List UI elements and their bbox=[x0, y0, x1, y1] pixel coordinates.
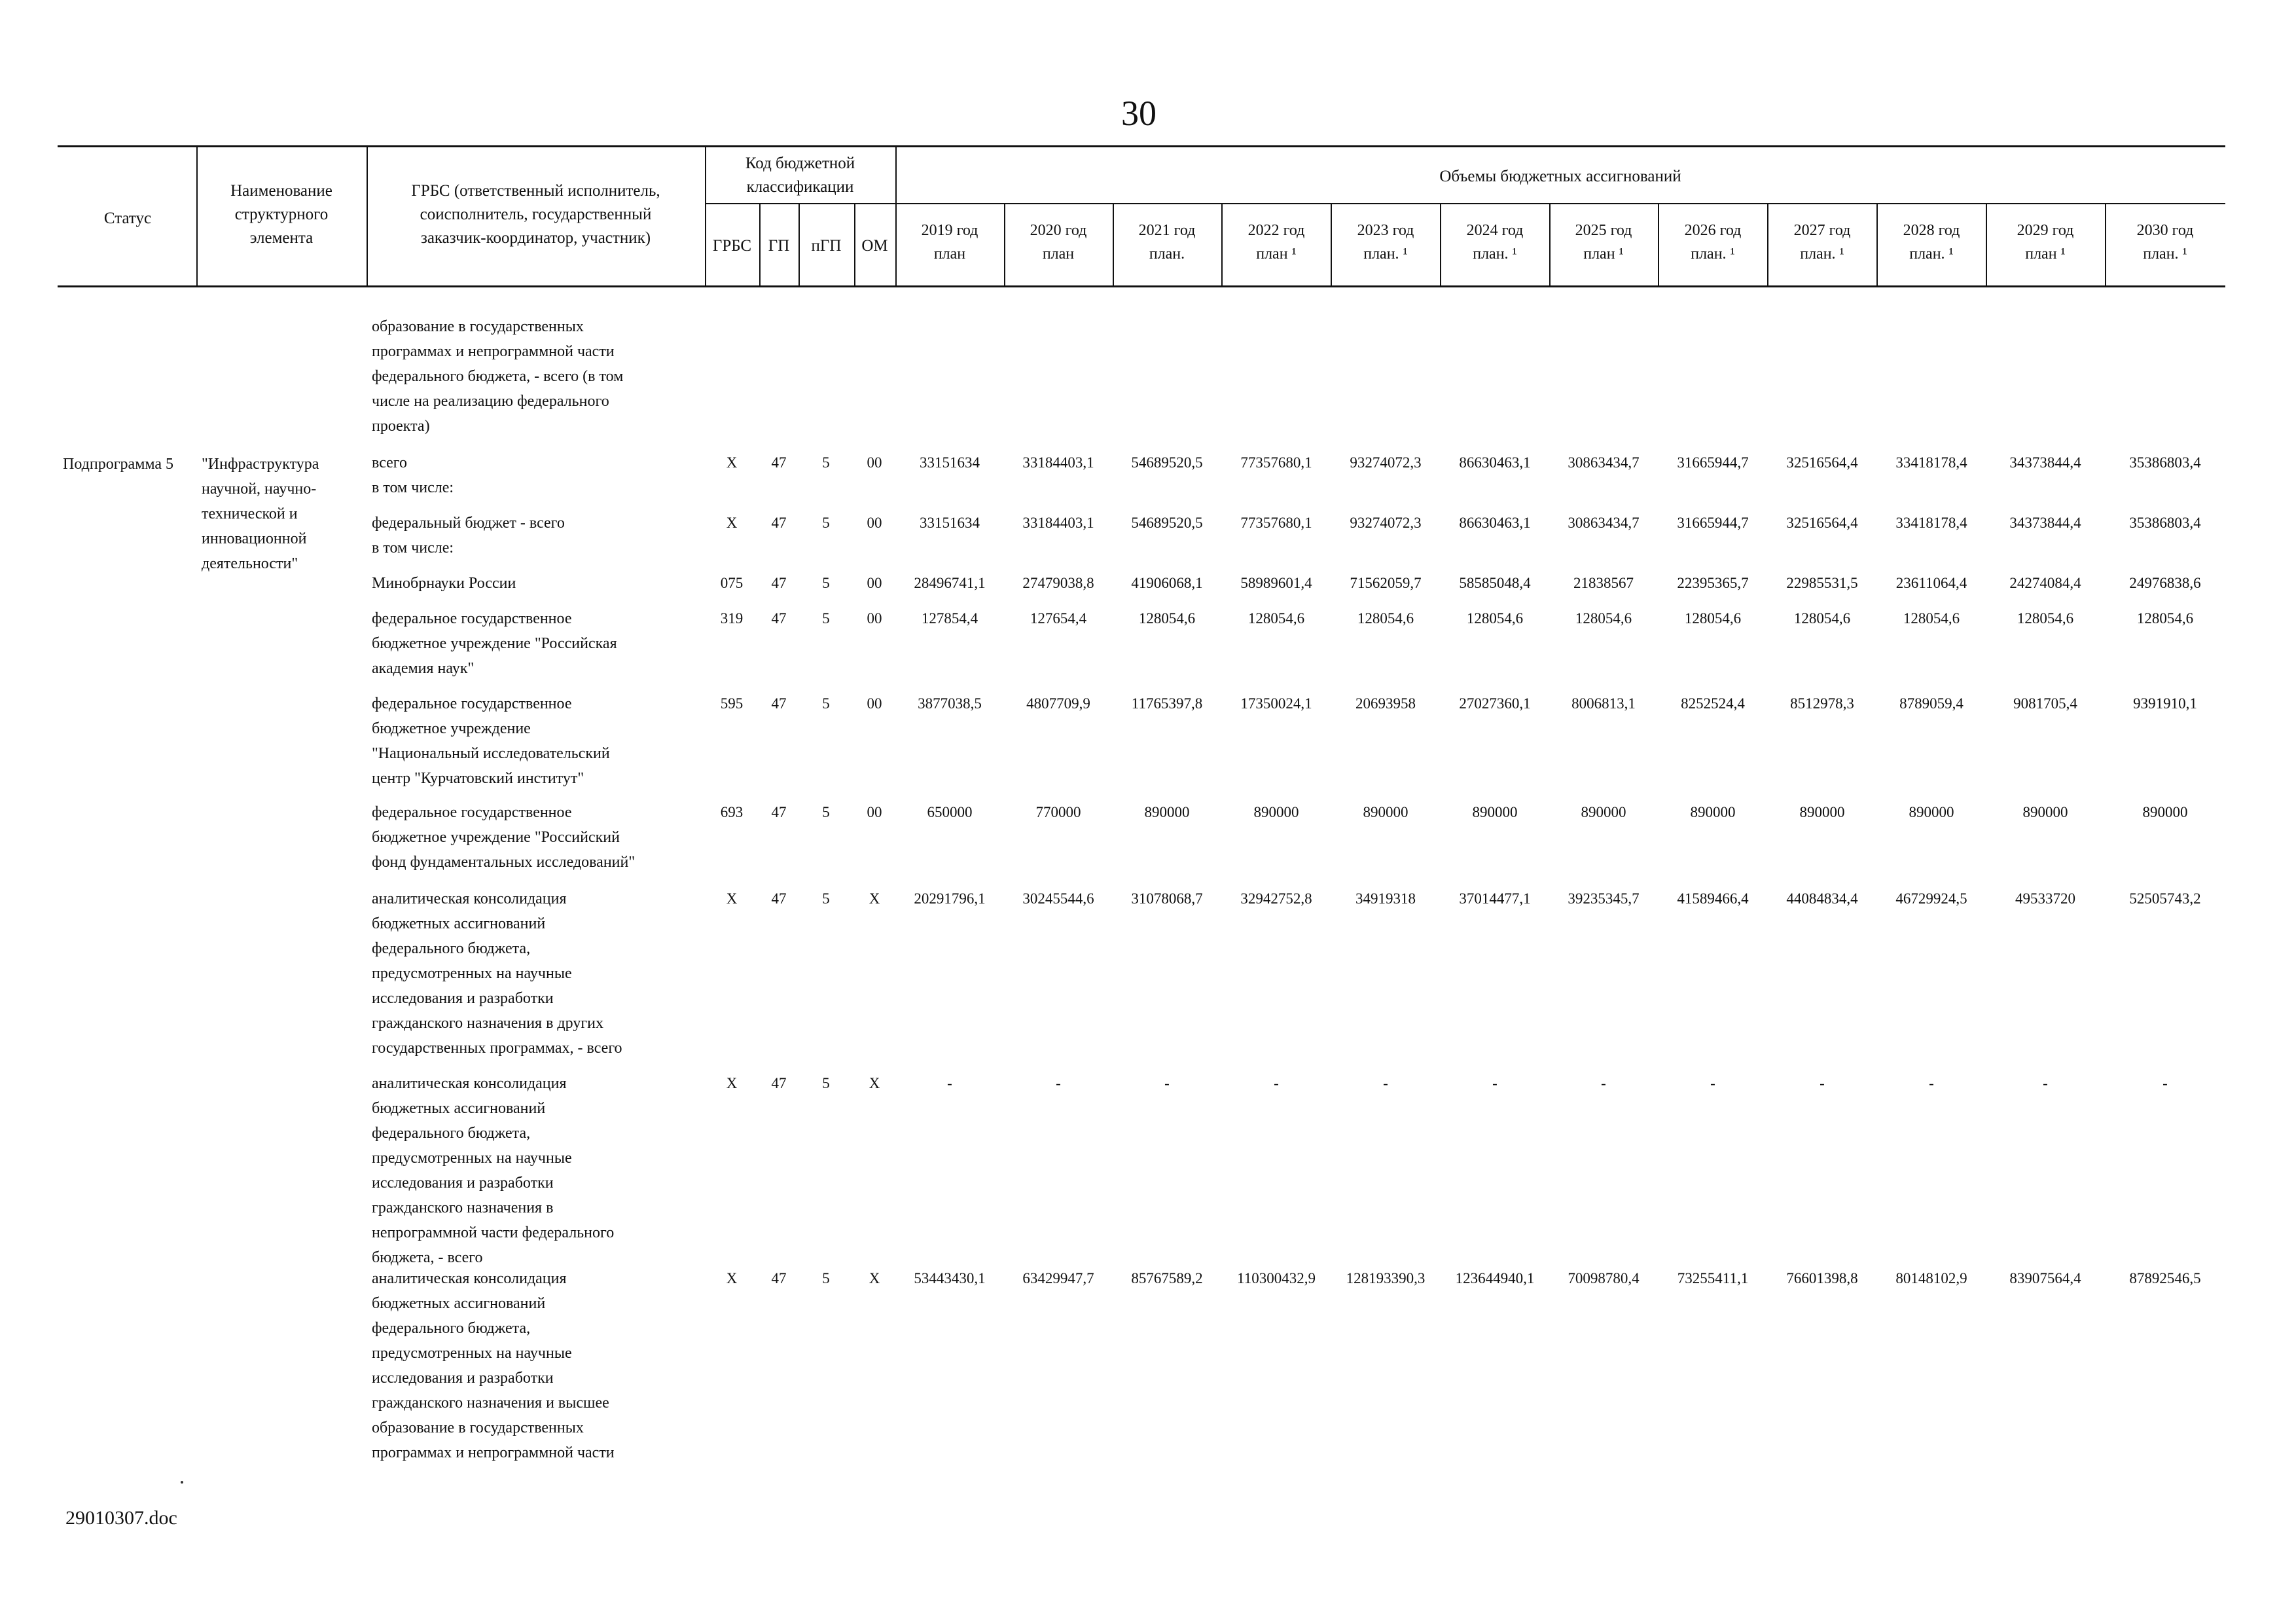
row-code-1: 47 bbox=[771, 1270, 787, 1286]
row-value-8: 8512978,3 bbox=[1790, 695, 1854, 712]
row-value-7: 8252524,4 bbox=[1681, 695, 1745, 712]
row-value-6: 890000 bbox=[1581, 804, 1626, 820]
row-code-2: 5 bbox=[822, 1075, 830, 1091]
row-value-2: 54689520,5 bbox=[1131, 515, 1203, 531]
name-cell: "Инфраструктура научной, научно- технической и инновационной деятельности" bbox=[202, 456, 319, 572]
row-value-8: 76601398,8 bbox=[1786, 1270, 1858, 1286]
row-value-2: 41906068,1 bbox=[1131, 575, 1203, 591]
row-value-4: 93274072,3 bbox=[1350, 515, 1422, 531]
row-code-3: 00 bbox=[867, 515, 882, 531]
row-code-2: 5 bbox=[822, 575, 830, 591]
row-value-5: 86630463,1 bbox=[1459, 454, 1531, 471]
header-name: Наименование структурного элемента bbox=[230, 182, 332, 247]
row-value-3: 32942752,8 bbox=[1240, 890, 1312, 907]
document-filename: 29010307.doc bbox=[65, 1507, 177, 1529]
row-code-0: 595 bbox=[720, 695, 744, 712]
header-code-pgp: пГП bbox=[811, 237, 842, 255]
row-value-6: 30863434,7 bbox=[1568, 454, 1640, 471]
row-value-4: 890000 bbox=[1363, 804, 1408, 820]
row-value-9: 80148102,9 bbox=[1895, 1270, 1967, 1286]
row-value-1: 30245544,6 bbox=[1022, 890, 1094, 907]
row-value-8: 128054,6 bbox=[1793, 610, 1851, 627]
row-label: федеральный бюджет - всего в том числе: bbox=[372, 515, 565, 556]
row-value-9: 23611064,4 bbox=[1895, 575, 1967, 591]
header-year-0: 2019 год план bbox=[921, 222, 978, 263]
row-value-0: 20291796,1 bbox=[914, 890, 986, 907]
row-value-9: - bbox=[1929, 1075, 1934, 1091]
row-value-7: 73255411,1 bbox=[1677, 1270, 1749, 1286]
row-value-6: 70098780,4 bbox=[1568, 1270, 1640, 1286]
row-code-0: X bbox=[726, 890, 738, 907]
row-code-0: X bbox=[726, 454, 738, 471]
row-value-7: - bbox=[1710, 1075, 1715, 1091]
row-label: всего в том числе: bbox=[372, 454, 454, 496]
row-value-2: 128054,6 bbox=[1138, 610, 1196, 627]
row-code-1: 47 bbox=[771, 575, 787, 591]
header-top-rule bbox=[58, 145, 2225, 147]
header-code-om: ОМ bbox=[861, 237, 888, 255]
row-value-4: 71562059,7 bbox=[1350, 575, 1422, 591]
row-value-3: 110300432,9 bbox=[1237, 1270, 1316, 1286]
row-code-1: 47 bbox=[771, 454, 787, 471]
row-value-3: 58989601,4 bbox=[1240, 575, 1312, 591]
header-year-6: 2025 год план ¹ bbox=[1575, 222, 1632, 263]
header-volume-group: Объемы бюджетных ассигнований bbox=[1439, 168, 1681, 185]
row-value-4: - bbox=[1383, 1075, 1388, 1091]
row-value-2: 11765397,8 bbox=[1131, 695, 1203, 712]
row-value-8: 22985531,5 bbox=[1786, 575, 1858, 591]
row-code-1: 47 bbox=[771, 695, 787, 712]
row-value-0: 33151634 bbox=[920, 515, 980, 531]
row-code-3: 00 bbox=[867, 804, 882, 820]
row-label: аналитическая консолидация бюджетных ассигнований федерального бюджета, предусмотренных на научные исследования и разработки гражданского назначения в непрограммной части федерального бюджета, - всего bbox=[372, 1075, 615, 1266]
row-value-8: 32516564,4 bbox=[1786, 454, 1858, 471]
row-value-8: 44084834,4 bbox=[1786, 890, 1858, 907]
row-value-7: 22395365,7 bbox=[1677, 575, 1749, 591]
row-value-4: 20693958 bbox=[1355, 695, 1416, 712]
row-label: федеральное государственное бюджетное учреждение "Российский фонд фундаментальных исследований" bbox=[372, 804, 636, 871]
row-value-10: 49533720 bbox=[2015, 890, 2075, 907]
row-value-3: - bbox=[1274, 1075, 1279, 1091]
row-value-8: 32516564,4 bbox=[1786, 515, 1858, 531]
row-value-1: 33184403,1 bbox=[1022, 515, 1094, 531]
row-value-1: 127654,4 bbox=[1030, 610, 1087, 627]
row-value-7: 31665944,7 bbox=[1677, 454, 1749, 471]
row-code-0: 075 bbox=[720, 575, 744, 591]
row-value-5: 86630463,1 bbox=[1459, 515, 1531, 531]
row-code-0: 319 bbox=[720, 610, 744, 627]
header-year-10: 2029 год план ¹ bbox=[2017, 222, 2074, 263]
header-year-7: 2026 год план. ¹ bbox=[1684, 222, 1742, 263]
row-value-5: 58585048,4 bbox=[1459, 575, 1531, 591]
row-value-4: 93274072,3 bbox=[1350, 454, 1422, 471]
row-value-10: 34373844,4 bbox=[2009, 454, 2081, 471]
row-value-6: 21838567 bbox=[1573, 575, 1634, 591]
header-year-11: 2030 год план. ¹ bbox=[2136, 222, 2194, 263]
row-value-6: 39235345,7 bbox=[1568, 890, 1640, 907]
row-value-9: 8789059,4 bbox=[1899, 695, 1964, 712]
row-value-3: 77357680,1 bbox=[1240, 454, 1312, 471]
row-value-10: 83907564,4 bbox=[2009, 1270, 2081, 1286]
header-year-9: 2028 год план. ¹ bbox=[1903, 222, 1960, 263]
row-value-7: 890000 bbox=[1690, 804, 1736, 820]
row-value-5: 890000 bbox=[1472, 804, 1518, 820]
row-code-3: 00 bbox=[867, 695, 882, 712]
row-value-6: - bbox=[1601, 1075, 1606, 1091]
row-value-0: 127854,4 bbox=[921, 610, 978, 627]
row-value-2: 31078068,7 bbox=[1131, 890, 1203, 907]
row-code-0: X bbox=[726, 1270, 738, 1286]
row-value-8: 890000 bbox=[1799, 804, 1845, 820]
header-bottom-rule bbox=[58, 285, 2225, 287]
row-value-11: 24976838,6 bbox=[2129, 575, 2201, 591]
row-value-1: 27479038,8 bbox=[1022, 575, 1094, 591]
row-value-7: 41589466,4 bbox=[1677, 890, 1749, 907]
row-value-0: 33151634 bbox=[920, 454, 980, 471]
row-value-11: - bbox=[2162, 1075, 2168, 1091]
row-value-0: 28496741,1 bbox=[914, 575, 986, 591]
row-code-2: 5 bbox=[822, 454, 830, 471]
row-code-3: 00 bbox=[867, 610, 882, 627]
row-value-0: 650000 bbox=[927, 804, 973, 820]
header-code-group: Код бюджетной классификации bbox=[745, 155, 855, 196]
row-value-9: 33418178,4 bbox=[1895, 515, 1967, 531]
row-code-2: 5 bbox=[822, 515, 830, 531]
row-value-5: 37014477,1 bbox=[1459, 890, 1531, 907]
row-value-10: 9081705,4 bbox=[2013, 695, 2077, 712]
row-value-1: 63429947,7 bbox=[1022, 1270, 1094, 1286]
row-value-9: 33418178,4 bbox=[1895, 454, 1967, 471]
row-value-5: 27027360,1 bbox=[1459, 695, 1531, 712]
row-value-2: 890000 bbox=[1144, 804, 1190, 820]
row-code-3: 00 bbox=[867, 454, 882, 471]
row-value-11: 35386803,4 bbox=[2129, 515, 2201, 531]
row-value-8: - bbox=[1820, 1075, 1825, 1091]
row-value-6: 30863434,7 bbox=[1568, 515, 1640, 531]
row-value-2: 85767589,2 bbox=[1131, 1270, 1203, 1286]
row-code-3: X bbox=[869, 890, 880, 907]
row-value-4: 34919318 bbox=[1355, 890, 1416, 907]
row-value-3: 890000 bbox=[1253, 804, 1299, 820]
row-code-3: 00 bbox=[867, 575, 882, 591]
row-label: федеральное государственное бюджетное учреждение "Российская академия наук" bbox=[372, 610, 617, 677]
header-year-1: 2020 год план bbox=[1030, 222, 1087, 263]
row-value-5: - bbox=[1492, 1075, 1498, 1091]
row-code-0: 693 bbox=[720, 804, 744, 820]
row-value-0: 53443430,1 bbox=[914, 1270, 986, 1286]
row-value-6: 8006813,1 bbox=[1571, 695, 1636, 712]
row-value-11: 890000 bbox=[2142, 804, 2188, 820]
row-value-1: - bbox=[1056, 1075, 1061, 1091]
header-year-8: 2027 год план. ¹ bbox=[1793, 222, 1851, 263]
row-code-1: 47 bbox=[771, 515, 787, 531]
row-code-2: 5 bbox=[822, 1270, 830, 1286]
row-value-11: 87892546,5 bbox=[2129, 1270, 2201, 1286]
continuation-text: образование в государственных программах и непрограммной части федерального бюджета, - всего (в том числе на реализацию федерального проекта) bbox=[372, 318, 624, 435]
row-code-3: X bbox=[869, 1075, 880, 1091]
status-cell: Подпрограмма 5 bbox=[63, 456, 174, 473]
row-value-11: 52505743,2 bbox=[2129, 890, 2201, 907]
row-value-9: 128054,6 bbox=[1903, 610, 1960, 627]
row-value-10: 890000 bbox=[2022, 804, 2068, 820]
row-label: федеральное государственное бюджетное учреждение "Национальный исследовательский центр "Курчатовский институт" bbox=[372, 695, 610, 787]
row-value-3: 128054,6 bbox=[1247, 610, 1305, 627]
row-value-5: 123644940,1 bbox=[1455, 1270, 1535, 1286]
row-code-0: X bbox=[726, 515, 738, 531]
row-label: аналитическая консолидация бюджетных ассигнований федерального бюджета, предусмотренных на научные исследования и разработки гражданского назначения в других государственных программах, - всего bbox=[372, 890, 622, 1057]
row-value-0: 3877038,5 bbox=[918, 695, 982, 712]
row-code-2: 5 bbox=[822, 804, 830, 820]
row-value-1: 4807709,9 bbox=[1026, 695, 1090, 712]
stray-dot bbox=[181, 1481, 183, 1484]
row-value-10: - bbox=[2043, 1075, 2048, 1091]
row-code-1: 47 bbox=[771, 890, 787, 907]
row-value-3: 17350024,1 bbox=[1240, 695, 1312, 712]
header-code-grbs: ГРБС bbox=[712, 237, 752, 255]
row-label: Минобрнауки России bbox=[372, 575, 516, 592]
row-value-9: 890000 bbox=[1909, 804, 1954, 820]
row-code-2: 5 bbox=[822, 610, 830, 627]
row-value-1: 770000 bbox=[1035, 804, 1081, 820]
header-grbs: ГРБС (ответственный исполнитель, соисполнитель, государственный заказчик-координатор, участник) bbox=[411, 182, 660, 247]
row-value-10: 34373844,4 bbox=[2009, 515, 2081, 531]
row-code-2: 5 bbox=[822, 890, 830, 907]
row-value-0: - bbox=[947, 1075, 952, 1091]
row-value-2: 54689520,5 bbox=[1131, 454, 1203, 471]
row-code-3: X bbox=[869, 1270, 880, 1286]
page-number: 30 bbox=[1121, 94, 1157, 133]
row-value-2: - bbox=[1164, 1075, 1170, 1091]
header-status: Статус bbox=[103, 210, 152, 227]
row-value-7: 31665944,7 bbox=[1677, 515, 1749, 531]
row-code-1: 47 bbox=[771, 610, 787, 627]
row-value-7: 128054,6 bbox=[1684, 610, 1742, 627]
row-value-3: 77357680,1 bbox=[1240, 515, 1312, 531]
row-value-5: 128054,6 bbox=[1466, 610, 1524, 627]
row-value-11: 9391910,1 bbox=[2133, 695, 2197, 712]
row-value-11: 128054,6 bbox=[2136, 610, 2194, 627]
row-label: аналитическая консолидация бюджетных ассигнований федерального бюджета, предусмотренных на научные исследования и разработки гражданского назначения и высшее образование в государственных программах и непрограммной части bbox=[372, 1270, 615, 1461]
row-value-9: 46729924,5 bbox=[1895, 890, 1967, 907]
row-value-11: 35386803,4 bbox=[2129, 454, 2201, 471]
row-code-2: 5 bbox=[822, 695, 830, 712]
row-value-6: 128054,6 bbox=[1575, 610, 1632, 627]
row-value-4: 128193390,3 bbox=[1346, 1270, 1426, 1286]
header-year-4: 2023 год план. ¹ bbox=[1357, 222, 1414, 263]
row-code-0: X bbox=[726, 1075, 738, 1091]
row-value-4: 128054,6 bbox=[1357, 610, 1414, 627]
header-year-2: 2021 год план. bbox=[1138, 222, 1196, 263]
header-year-3: 2022 год план ¹ bbox=[1247, 222, 1305, 263]
row-code-1: 47 bbox=[771, 804, 787, 820]
row-value-1: 33184403,1 bbox=[1022, 454, 1094, 471]
row-value-10: 24274084,4 bbox=[2009, 575, 2081, 591]
header-code-gp: ГП bbox=[768, 237, 790, 255]
header-year-5: 2024 год план. ¹ bbox=[1466, 222, 1524, 263]
row-code-1: 47 bbox=[771, 1075, 787, 1091]
row-value-10: 128054,6 bbox=[2017, 610, 2074, 627]
